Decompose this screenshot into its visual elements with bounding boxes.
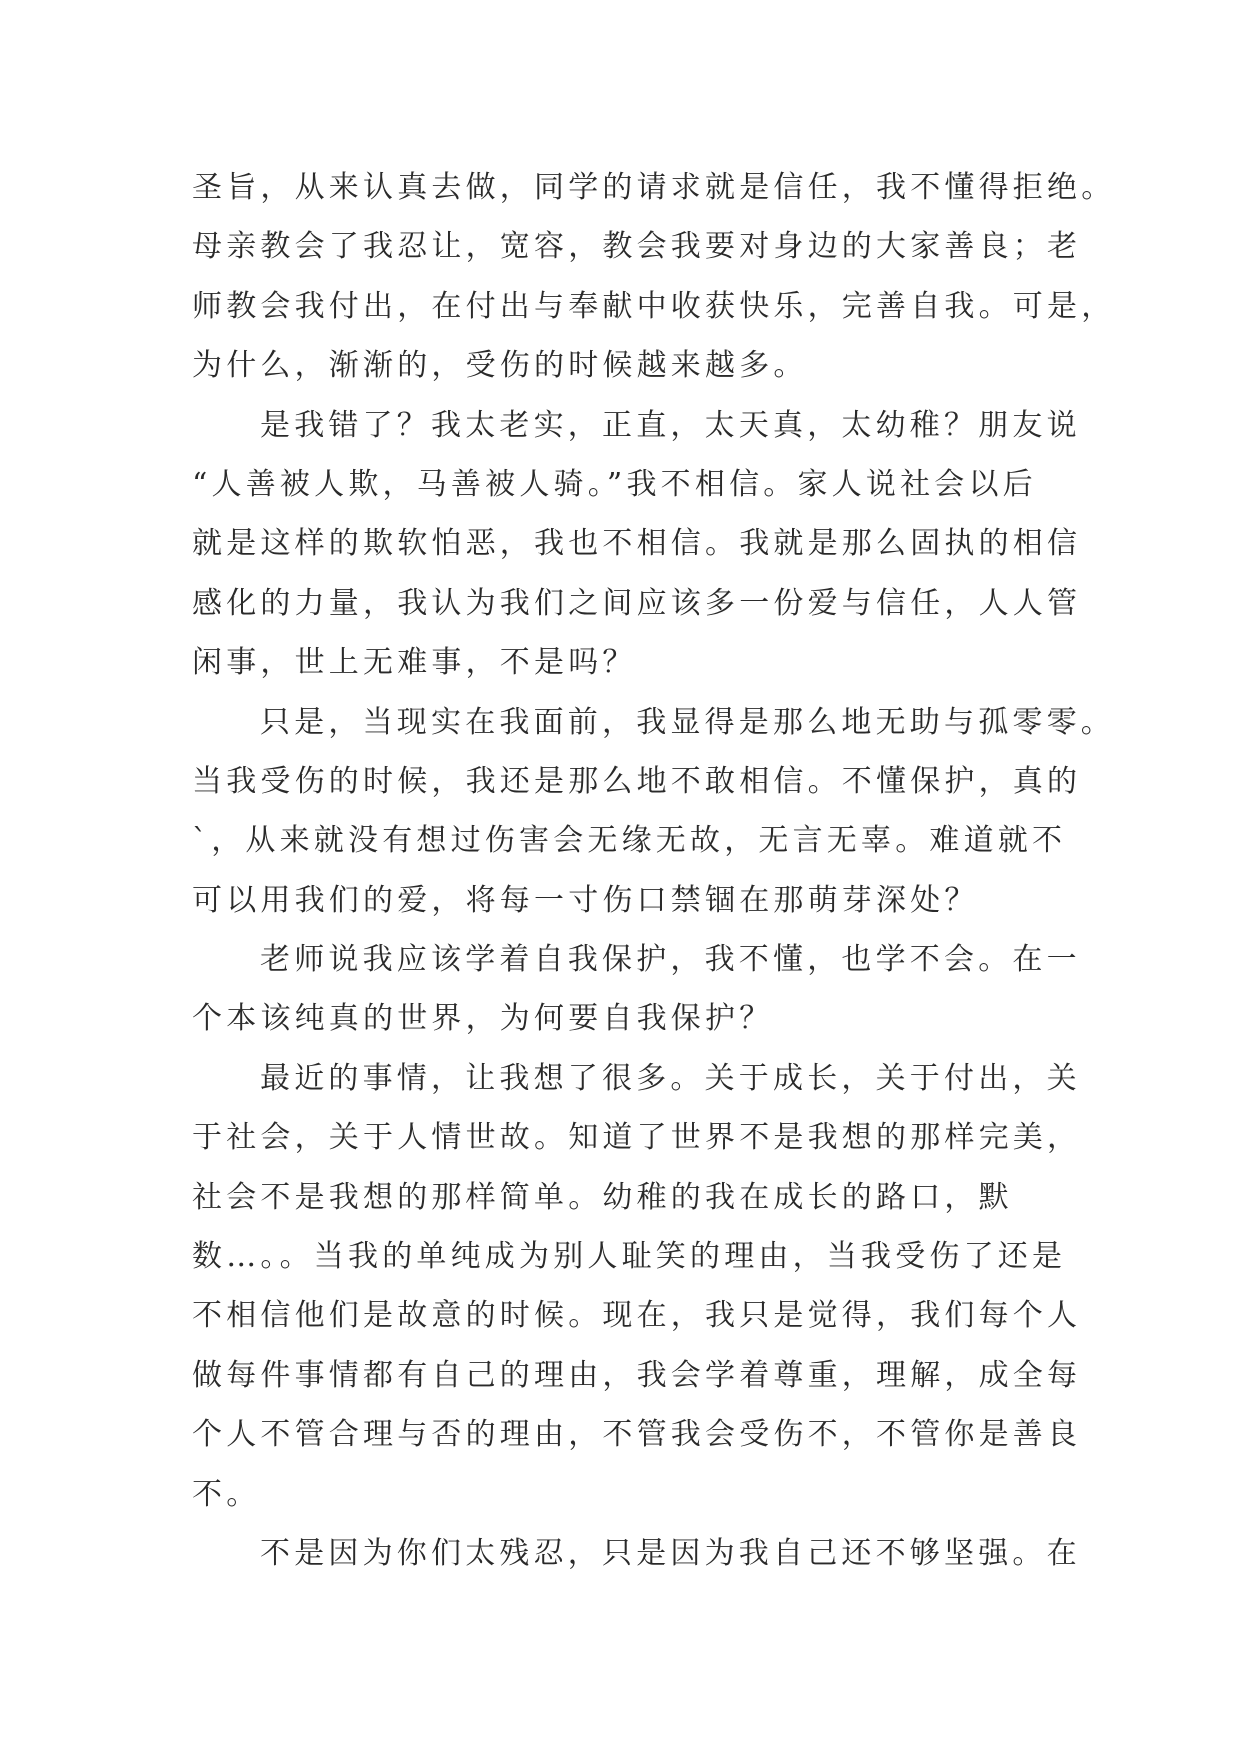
text-line: 当我受伤的时候，我还是那么地不敢相信。不懂保护，真的	[192, 763, 1082, 799]
text-line: 个本该纯真的世界，为何要自我保护？	[192, 1001, 774, 1037]
text-line: 不相信他们是故意的时候。现在，我只是觉得，我们每个人	[192, 1298, 1082, 1334]
text-line: 社会不是我想的那样简单。幼稚的我在成长的路口，默	[192, 1179, 1013, 1215]
text-line: 闲事，世上无难事，不是吗？	[192, 645, 637, 681]
text-line: `，从来就没有想过伤害会无缘无故，无言无辜。难道就不	[192, 823, 1067, 859]
paragraph-first-line: 不是因为你们太残忍，只是因为我自己还不够坚强。在	[260, 1535, 1081, 1571]
paragraph-first-line: 老师说我应该学着自我保护，我不懂，也学不会。在一	[260, 942, 1081, 978]
text-line: 个人不管合理与否的理由，不管我会受伤不，不管你是善良	[192, 1417, 1082, 1453]
text-line: 做每件事情都有自己的理由，我会学着尊重，理解，成全每	[192, 1357, 1082, 1393]
text-line: 母亲教会了我忍让，宽容，教会我要对身边的大家善良；老	[192, 229, 1082, 265]
text-line: 感化的力量，我认为我们之间应该多一份爱与信任，人人管	[192, 585, 1082, 621]
text-line: 就是这样的欺软怕恶，我也不相信。我就是那么固执的相信	[192, 526, 1082, 562]
text-line: 数…。。当我的单纯成为别人耻笑的理由，当我受伤了还是	[192, 1239, 1067, 1275]
paragraph-first-line: 最近的事情，让我想了很多。关于成长，关于付出，关	[260, 1060, 1081, 1096]
document-body	[192, 158, 1116, 1583]
text-line: 圣旨，从来认真去做，同学的请求就是信任，我不懂得拒绝。	[192, 170, 1116, 205]
text-line: 于社会，关于人情世故。知道了世界不是我想的那样完美，	[192, 1120, 1082, 1156]
text-line: “人善被人欺，马善被人骑。”我不相信。家人说社会以后	[192, 466, 1037, 502]
paragraph-first-line: 只是，当现实在我面前，我显得是那么地无助与孤零零。	[260, 704, 1115, 740]
text-line: 师教会我付出，在付出与奉献中收获快乐，完善自我。可是，	[192, 288, 1116, 324]
text-line: 不。	[192, 1476, 261, 1512]
paragraph-first-line: 是我错了？我太老实，正直，太天真，太幼稚？朋友说	[260, 407, 1081, 443]
text-line: 可以用我们的爱，将每一寸伤口禁锢在那萌芽深处？	[192, 882, 979, 918]
text-line: 为什么，渐渐的，受伤的时候越来越多。	[192, 348, 808, 384]
